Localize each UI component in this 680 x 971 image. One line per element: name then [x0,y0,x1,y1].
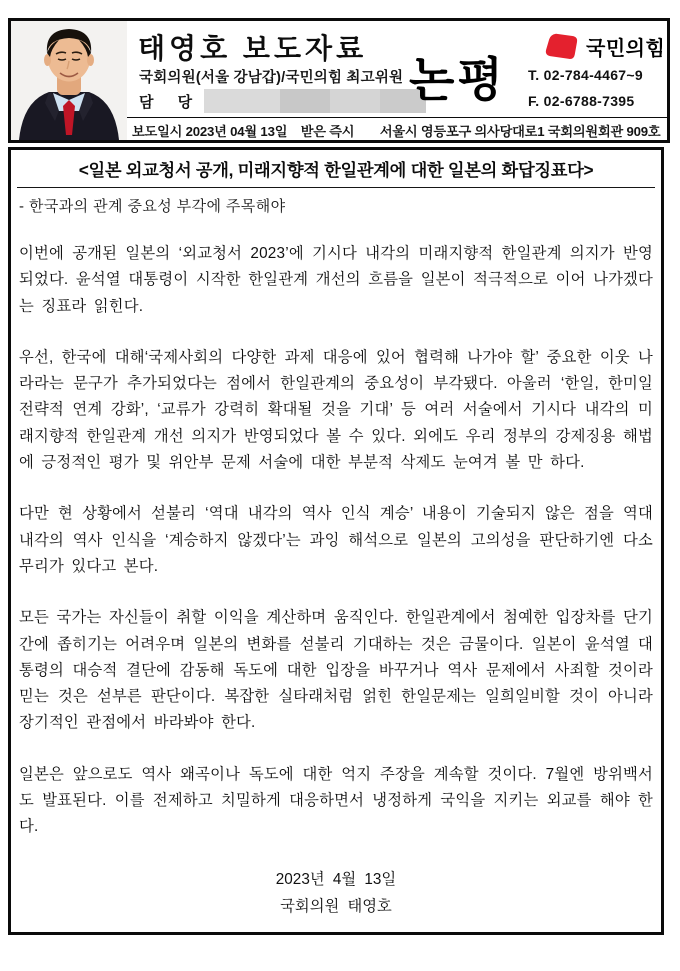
body-box [8,147,664,935]
commentary-stamp: 논평 [409,53,506,106]
office-address: 서울시 영등포구 의사당대로1 국회의원회관 909호 [379,124,661,139]
header-divider [127,117,667,118]
release-label: 보도일시 [132,124,183,139]
header-box [8,18,670,143]
paragraph-5: 일본은 앞으로도 역사 왜곡이나 독도에 대한 억지 주장을 계속할 것이다. 7월엔 방위백서도 발표된다. 이를 전제하고 치밀하게 대응하면서 냉정하게 국익을 지키는 외교를 해야 한다. [19,765,653,836]
paragraph-1: 이번에 공개된 일본의 ‘외교청서 2023’에 기시다 내각의 미래지향적 한일관계 의지가 반영되었다. 윤석열 대통령이 시작한 한일관계 개선의 흐름을 일본이 적극적으로 이어 나가겠다는 징표라 읽힌다. [19,245,653,315]
portrait-photo [11,21,127,140]
position-line: 국회의원(서울 강남갑)/국민의힘 최고위원 [139,70,404,86]
paragraph-2: 우선, 한국에 대해‘국제사회의 다양한 과제 대응에 있어 협력해 나가야 할’ 중요한 이웃 나라라는 문구가 추가되었다는 점에서 한일관계의 중요성이 부각됐다. 아울러 ‘한일, 한미일 전략적 연계 강화’, ‘교류가 강력히 확대될 것을 기대’ 등 여러 서술에서 기시다 내각의 미래지향적 한일관계 개선 의지가 반영되었다 볼 수 있다. 외에도 우리 정부의 강제징용 해법에 긍정적인 평가 및 위안부 문제 서술에 대한 부분적 삭제도 눈여겨 볼 만 하다. [19,348,653,472]
staff-row [139,89,426,113]
party-logo [543,31,665,62]
fax-line: F. 02-6788-7395 [528,93,635,109]
redaction-block [330,89,380,113]
party-name: 국민의힘 [586,38,666,60]
redaction-block [280,89,330,113]
release-timing: 받은 즉시 [300,124,355,139]
headline: <일본 외교청서 공개, 미래지향적 한일관계에 대한 일본의 화답징표다> [17,152,655,188]
release-row [132,121,665,140]
staff-label: 담 당 [139,93,203,111]
signature-line: 국회의원 태영호 [280,897,392,915]
date-line: 2023년 4월 13일 [275,870,397,888]
paragraph-4: 모든 국가는 자신들이 취할 이익을 계산하며 움직인다. 한일관계에서 첨예한 입장차를 단기간에 좁히기는 어려우며 일본의 변화를 섣불리 기대하는 것은 금물이다. 일본이 윤석열 대통령의 대승적 결단에 감동해 독도에 대한 입장을 바꾸거나 역사 문제에서 사죄할 것이라 믿는 것은 섣부른 판단이다. 복잡한 실타래처럼 얽힌 한일문제는 일희일비할 것이 아니라 장기적인 관점에서 바라봐야 한다. [19,609,653,732]
ppp-logo-icon [543,31,580,62]
paragraph-3: 다만 현 상황에서 섣불리 ‘역대 내각의 역사 인식 계승’ 내용이 기술되지 않은 점을 역대 내각의 역사 인식을 ‘계승하지 않겠다’는 과잉 해석으로 일본의 고의성을 판단하기엔 다소 무리가 있다고 본다. [19,505,653,575]
release-date: 2023년 04월 13일 [185,124,288,139]
tel-line: T. 02-784-4467~9 [528,67,643,83]
redaction-block [204,89,280,113]
subhead: - 한국과의 관계 중요성 부각에 주목해야 [19,198,286,215]
page-title: 태영호 보도자료 [138,33,368,64]
portrait-illustration [11,21,127,140]
